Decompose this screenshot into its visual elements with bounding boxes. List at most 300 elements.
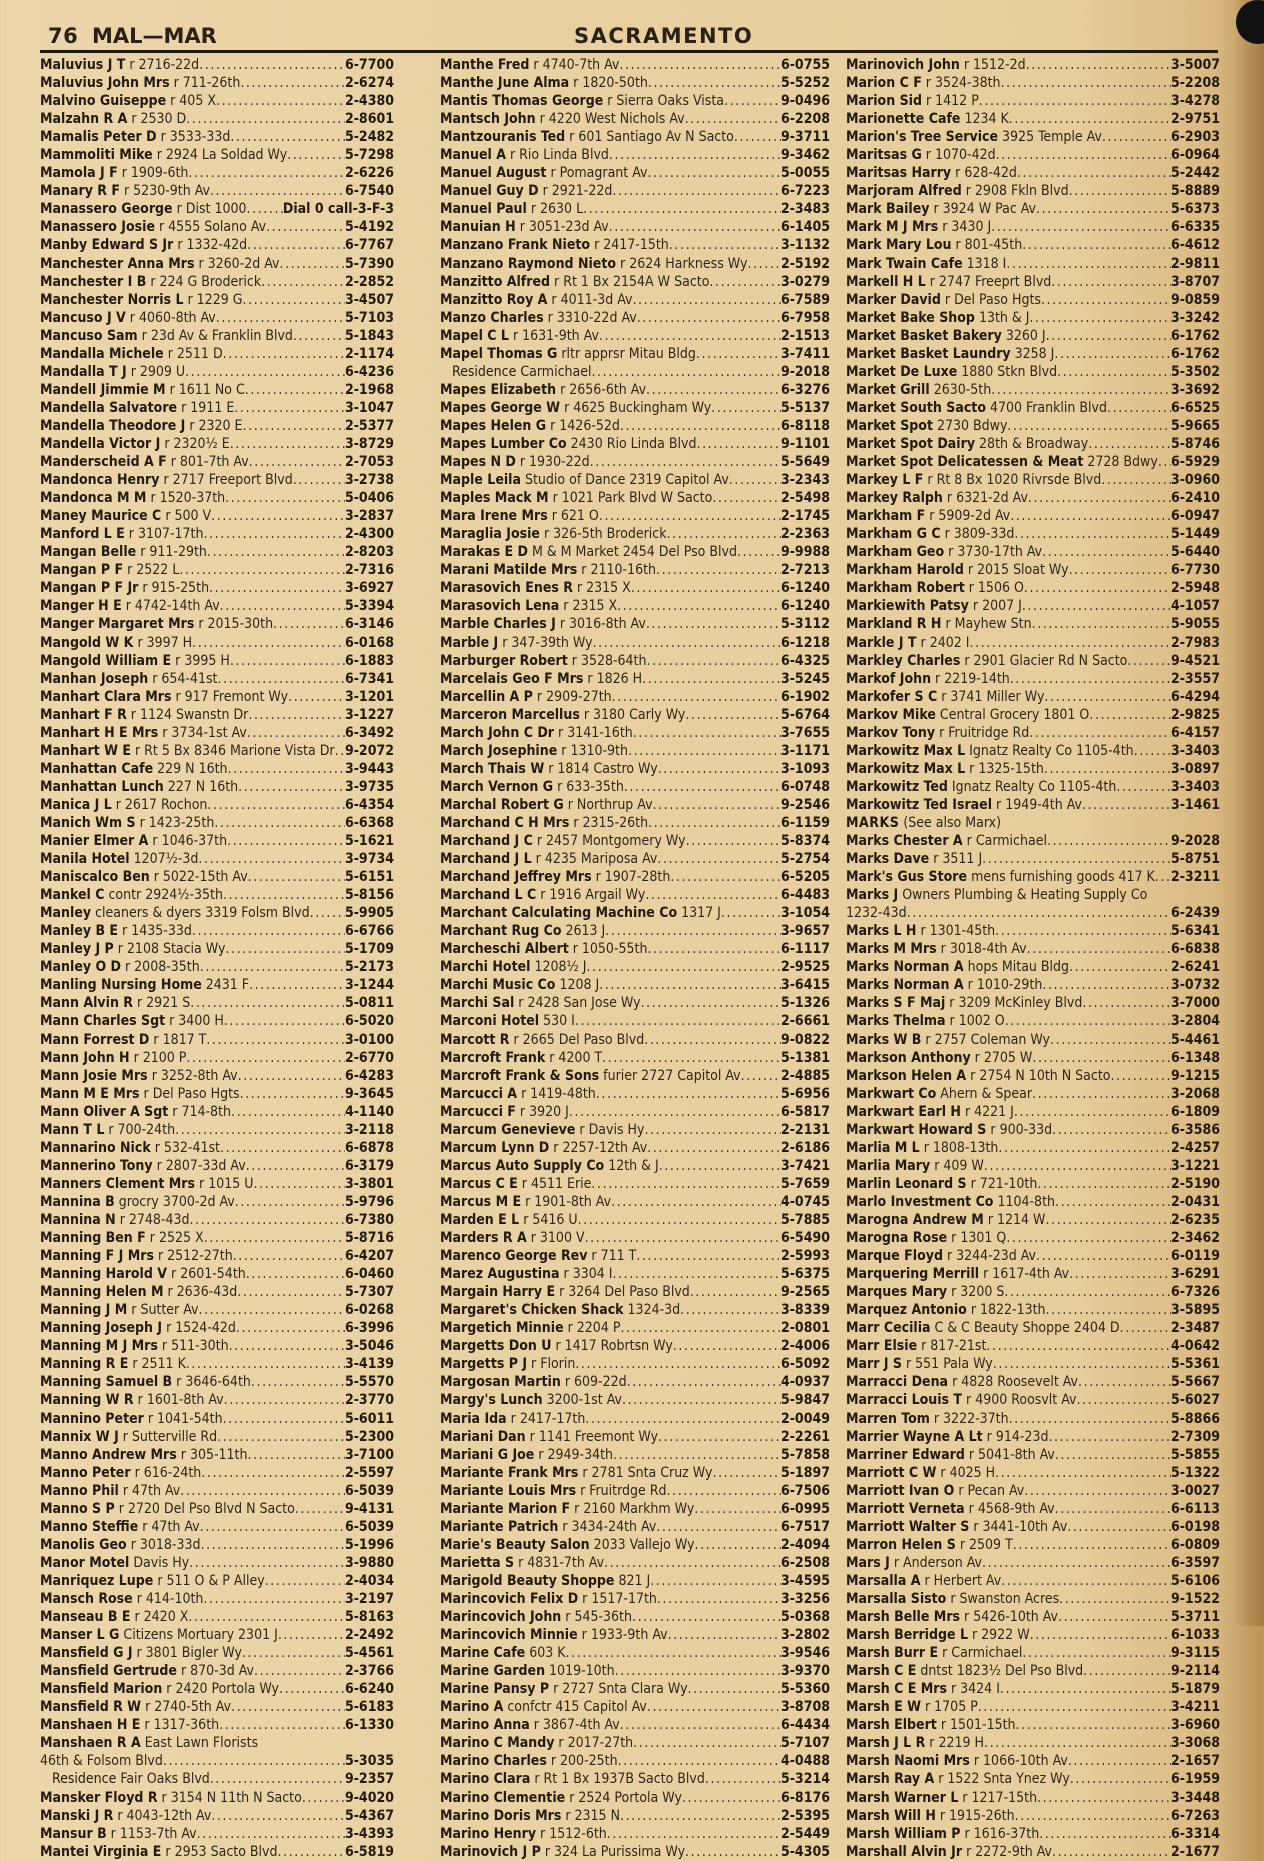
listing-name: Residence	[52, 1771, 117, 1788]
leader-dots	[230, 652, 345, 670]
leader-dots	[188, 164, 345, 182]
listing-name: Margaret's Chicken Shack	[440, 1302, 624, 1319]
listing-entry	[440, 1446, 830, 1464]
listing-name: Margain Harry E	[440, 1284, 556, 1301]
listing-phone: 2-9811	[1170, 255, 1220, 272]
leader-dots	[1029, 724, 1171, 742]
leader-dots	[636, 1247, 781, 1265]
listing-address: r 5416 U	[523, 1212, 578, 1228]
listing-entry	[440, 1121, 830, 1139]
listing-name: Marlin Leonard S	[846, 1175, 967, 1192]
listing-phone: 5-9796	[344, 1193, 394, 1210]
listing-entry	[40, 453, 394, 471]
listing-address: furier 2727 Capitol Av	[603, 1067, 741, 1084]
listing-entry	[40, 1446, 394, 1464]
leader-dots	[1044, 760, 1171, 778]
listing-name: Market De Luxe	[846, 363, 958, 380]
listing-entry	[440, 1085, 830, 1103]
leader-dots	[200, 1518, 345, 1536]
listing-address: r 2922 W	[971, 1627, 1030, 1644]
leader-dots	[1029, 309, 1171, 327]
listing-phone: 3-3692	[1170, 381, 1220, 398]
leader-dots	[1051, 273, 1171, 291]
listing-name: Mannina B	[40, 1193, 115, 1210]
listing-phone: 5-7103	[344, 309, 394, 326]
leader-dots	[620, 1807, 781, 1825]
listing-address: r 1611 No C	[169, 381, 245, 398]
listing-entry	[440, 976, 830, 994]
listing-entry	[40, 435, 394, 453]
listing-name: Marino Doris Mrs	[440, 1807, 562, 1824]
listing-entry	[40, 1391, 394, 1409]
listing-name: Manich Wm S	[40, 814, 136, 831]
listing-phone: 6-4294	[1170, 688, 1220, 705]
listing-address: 2431 F	[205, 977, 250, 994]
listing-name: Marion Sid	[846, 93, 922, 110]
listing-address: 2613 J	[565, 923, 606, 940]
listing-entry	[440, 579, 830, 597]
listing-name: Marriott Ivan O	[846, 1482, 955, 1499]
listing-address: r 4740-7th Av	[533, 57, 620, 73]
listing-address: r 3100 V	[530, 1230, 585, 1247]
listing-phone: 5-8751	[1170, 851, 1220, 868]
listing-phone: 9-3645	[344, 1085, 394, 1102]
listing-address: r 1435-33d	[122, 923, 192, 940]
leader-dots	[1037, 1789, 1171, 1807]
listing-name: Manning J M	[40, 1302, 128, 1319]
listing-phone: 3-4507	[344, 291, 394, 308]
listing-phone: 6-0119	[1170, 1248, 1220, 1265]
listing-address: 1324-3d	[627, 1302, 681, 1319]
listing-name: MARKS	[846, 814, 900, 831]
listing-phone: 2-3557	[1170, 670, 1220, 687]
listing-entry	[40, 327, 394, 345]
listing-entry	[40, 56, 394, 74]
listing-name: Market Spot Dairy	[846, 435, 976, 452]
listing-phone: 3-2118	[344, 1121, 394, 1138]
listing-phone: 2-1677	[1170, 1843, 1220, 1860]
listing-entry	[440, 1355, 830, 1373]
listing-entry	[846, 218, 1220, 236]
listing-name: Mansker Floyd R	[40, 1789, 158, 1806]
listing-entry	[846, 1157, 1220, 1175]
leader-dots	[984, 1157, 1171, 1175]
leader-dots	[179, 561, 345, 579]
listing-entry	[440, 1662, 830, 1680]
listing-entry	[440, 1518, 830, 1536]
listing-entry	[846, 1500, 1220, 1518]
leader-dots	[246, 1265, 345, 1283]
listing-phone: 3-6415	[780, 977, 830, 994]
listing-entry	[440, 1680, 830, 1698]
listing-entry	[440, 778, 830, 796]
listing-phone: 6-0198	[1170, 1518, 1220, 1535]
leader-dots	[566, 1644, 781, 1662]
listing-address: r 2108 Stacia Wy	[117, 941, 226, 958]
listing-name: Mandonca M M	[40, 490, 147, 507]
listing-phone: 2-5192	[780, 255, 830, 272]
listing-address: 4700 Franklin Blvd	[989, 399, 1108, 416]
listing-phone: 2-6770	[344, 1049, 394, 1066]
listing-phone: 6-3586	[1170, 1121, 1220, 1138]
listing-address: r 47th Av	[142, 1518, 200, 1535]
listing-entry	[440, 886, 830, 904]
listing-entry	[440, 236, 830, 254]
listing-name: Markowitz Max L	[846, 760, 966, 777]
leader-dots	[1039, 1825, 1171, 1843]
listing-name: Manuel Paul	[440, 201, 527, 218]
listing-phone: 5-5855	[1170, 1446, 1220, 1463]
listing-name: Margosan Martin	[440, 1374, 561, 1391]
listing-entry	[846, 886, 1220, 904]
listing-entry	[846, 1193, 1220, 1211]
leader-dots	[1028, 489, 1171, 507]
listing-name: Mapes Elizabeth	[440, 381, 557, 398]
listing-address: (See also Marx)	[903, 814, 1001, 831]
listing-entry	[846, 182, 1220, 200]
listing-address: r 1412 P	[925, 93, 979, 110]
listing-name: Manseau B E	[40, 1609, 131, 1626]
listing-address: r 1423-25th	[139, 814, 215, 831]
listing-phone: 2-3462	[1170, 1230, 1220, 1247]
listing-phone: 6-4236	[344, 363, 394, 380]
listing-address: r 200-25th	[550, 1753, 618, 1770]
listing-phone: 5-6027	[1170, 1392, 1220, 1409]
listing-phone: 5-2208	[1170, 75, 1220, 92]
listing-entry	[440, 652, 830, 670]
listing-entry	[40, 652, 394, 670]
listing-address: r 2315 X	[576, 580, 631, 597]
listing-name: Manor Motel	[40, 1554, 130, 1571]
listing-address: r Del Paso Hgts	[143, 1085, 240, 1102]
listing-address: Ignatz Realty Co 1105-4th	[969, 742, 1134, 759]
listing-entry	[440, 1716, 830, 1734]
leader-dots	[978, 1698, 1171, 1716]
listing-entry	[846, 706, 1220, 724]
leader-dots	[605, 922, 781, 940]
leader-dots	[690, 1283, 781, 1301]
listing-address: r 3107-17th	[128, 526, 204, 543]
leader-dots	[611, 1193, 781, 1211]
leader-dots	[609, 218, 781, 236]
listing-entry	[846, 1446, 1220, 1464]
leader-dots	[1036, 1247, 1171, 1265]
listing-name: Mannino Peter	[40, 1410, 144, 1427]
listing-address: r 3244-23d Av	[946, 1248, 1036, 1265]
leader-dots	[1102, 128, 1171, 146]
listing-name: Mannarino Nick	[40, 1139, 151, 1156]
listing-entry	[40, 363, 394, 381]
leader-dots	[1068, 1752, 1171, 1770]
listing-name: Margetts P J	[440, 1356, 528, 1373]
listing-entry	[846, 976, 1220, 994]
leader-dots	[650, 1572, 781, 1590]
listing-name: Marsh C E	[846, 1663, 917, 1680]
listing-name: Marr Cecilia	[846, 1320, 931, 1337]
listing-name: Market Spot	[846, 417, 933, 434]
listing-address: r 1010-29th	[967, 977, 1043, 994]
listing-address: r Rt 1 Bx 1937B Sacto Blvd	[534, 1771, 705, 1788]
leader-dots	[233, 1247, 345, 1265]
listing-address: r 4568-9th Av	[968, 1500, 1055, 1517]
listing-phone: 3-8729	[344, 435, 394, 452]
listing-address: r 2921-22d	[542, 183, 613, 200]
listing-entry	[846, 1229, 1220, 1247]
listing-phone: 3-6960	[1170, 1717, 1220, 1734]
leader-dots	[741, 1067, 781, 1085]
listing-entry	[40, 1500, 394, 1518]
listing-phone: 2-1174	[344, 345, 394, 362]
listing-phone: 6-1218	[780, 634, 830, 651]
listing-name: Mark Mary Lou	[846, 237, 952, 254]
leader-dots	[1037, 1175, 1171, 1193]
listing-entry	[40, 1698, 394, 1716]
listing-phone: 6-0755	[780, 57, 830, 73]
listing-name: Markham G C	[846, 526, 941, 543]
listing-name: Markowitz Ted Israel	[846, 796, 993, 813]
listing-name: March John C Dr	[440, 724, 555, 741]
listing-name: Market Basket Bakery	[846, 327, 1002, 344]
listing-address: r 2525 X	[149, 1230, 204, 1247]
listing-entry	[440, 1319, 830, 1337]
listing-entry	[846, 994, 1220, 1012]
listing-name: Mann Charles Sgt	[40, 1013, 166, 1030]
listing-address: r 911-29th	[140, 544, 207, 561]
leader-dots	[1050, 1031, 1171, 1049]
listing-phone: 5-8716	[344, 1230, 394, 1247]
listing-entry	[846, 399, 1220, 417]
listing-phone: 6-4207	[344, 1248, 394, 1265]
leader-dots	[335, 742, 345, 760]
listing-phone: 2-5377	[344, 417, 394, 434]
leader-dots	[685, 1843, 781, 1861]
listing-address: r 2417-17th	[510, 1410, 586, 1427]
listing-name: Markwart Earl H	[846, 1103, 961, 1120]
listing-name: Manning Ben F	[40, 1230, 146, 1247]
listing-entry	[440, 200, 830, 218]
listing-phone: 3-6291	[1170, 1266, 1220, 1283]
listing-name: Market Bake Shop	[846, 309, 975, 326]
listing-address: r 1325-15th	[969, 760, 1044, 777]
listing-name: Manthe Fred	[440, 57, 530, 73]
listing-name: Manhan Joseph	[40, 670, 149, 687]
listing-name: Maney Maurice C	[40, 508, 162, 525]
listing-address: 2728 Bdwy	[1087, 454, 1158, 471]
leader-dots	[1134, 742, 1171, 760]
listing-name: Markwart Howard S	[846, 1121, 987, 1138]
leader-dots	[180, 1482, 345, 1500]
listing-phone: 6-1159	[780, 814, 830, 831]
leader-dots	[1055, 1446, 1171, 1464]
leader-dots	[186, 110, 345, 128]
listing-entry	[440, 1301, 830, 1319]
listing-address: r 3734-1st Av	[162, 724, 247, 741]
listing-phone: 3-1244	[344, 977, 394, 994]
listing-entry	[846, 1662, 1220, 1680]
listing-phone: 5-2482	[344, 129, 394, 146]
listing-address: r Fruitrdge Rd	[580, 1482, 667, 1499]
listing-address: r 1949-4th Av	[996, 796, 1082, 813]
listing-entry	[846, 417, 1220, 435]
listing-phone: 3-1461	[1170, 796, 1220, 813]
listing-entry	[440, 110, 830, 128]
listing-address: 1104-8th	[997, 1193, 1055, 1210]
listing-entry	[440, 1536, 830, 1554]
listing-address: r 4060-8th Av	[129, 309, 216, 326]
listing-address: r 2015 Sloat Wy	[967, 562, 1069, 579]
leader-dots	[1030, 1626, 1171, 1644]
listing-name: Marks Chester A	[846, 833, 963, 850]
listing-entry	[440, 1807, 830, 1825]
listing-address: r 2511 K	[132, 1356, 186, 1373]
listing-entry	[40, 146, 394, 164]
listing-name: Mandella Victor J	[40, 435, 161, 452]
listing-name: Residence	[452, 363, 517, 380]
leader-dots	[1047, 832, 1171, 850]
listing-phone: 3-2197	[344, 1590, 394, 1607]
leader-dots	[982, 1554, 1171, 1572]
listing-phone: 3-4211	[1170, 1699, 1220, 1716]
listing-address: 3200-1st Av	[546, 1392, 622, 1409]
listing-phone: 5-6011	[344, 1410, 394, 1427]
listing-address: r 601 Santiago Av N Sacto	[569, 129, 734, 146]
listing-name: Mangan P F Jr	[40, 580, 139, 597]
listing-entry	[846, 435, 1220, 453]
leader-dots	[685, 706, 781, 724]
listing-address: 12th & J	[608, 1157, 659, 1174]
listing-entry	[440, 742, 830, 760]
listing-name: Mariante Frank Mrs	[440, 1464, 579, 1481]
listing-entry	[40, 1410, 394, 1428]
leader-dots	[612, 1265, 780, 1283]
leader-dots	[647, 1698, 781, 1716]
listing-address: r 917 Fremont Wy	[175, 688, 289, 705]
listing-phone: 6-2903	[1170, 129, 1220, 146]
listing-address: r 2901 Glacier Rd N Sacto	[964, 652, 1128, 669]
leader-dots	[648, 74, 781, 92]
listing-entry	[440, 1067, 830, 1085]
listing-entry	[846, 1734, 1220, 1752]
listing-name: Mansch Rose	[40, 1590, 133, 1607]
leader-dots	[575, 1355, 781, 1373]
listing-phone: 9-4020	[344, 1789, 394, 1806]
listing-phone: 6-7958	[780, 309, 830, 326]
leader-dots	[1107, 399, 1171, 417]
listing-address: r 3533-33d	[160, 129, 231, 146]
listing-address: r 1419-48th	[521, 1085, 596, 1102]
listing-address: r 1617-4th Av	[983, 1266, 1070, 1283]
leader-dots	[712, 1464, 780, 1482]
leader-dots	[1052, 1843, 1171, 1861]
listing-name: Mann M E Mrs	[40, 1085, 140, 1102]
listing-address: r 5022-15th Av	[153, 869, 248, 886]
leader-dots	[1042, 543, 1171, 561]
leader-dots	[1010, 507, 1171, 525]
listing-entry	[40, 958, 394, 976]
listing-entry	[846, 489, 1220, 507]
leader-dots	[188, 1608, 345, 1626]
listing-address: r 2908 Fkln Blvd	[965, 183, 1069, 200]
listing-name: Marden E L	[440, 1212, 520, 1228]
listing-entry	[846, 1482, 1220, 1500]
listing-address: r 1512-6th	[540, 1825, 607, 1842]
listing-address: r 305-11th	[180, 1446, 248, 1463]
listing-entry	[40, 128, 394, 146]
listing-entry	[846, 1789, 1220, 1807]
listing-name: Mark's Gus Store	[846, 869, 968, 886]
listing-address: r 5230-9th Av	[124, 183, 210, 200]
listing-entry	[40, 1103, 394, 1121]
listing-address: rltr apprsr Mitau Bldg	[561, 345, 696, 362]
listing-address: r 621 O	[551, 508, 599, 525]
listing-phone: 6-1405	[780, 219, 830, 236]
listing-phone: 6-6525	[1170, 399, 1220, 416]
listing-address: r 711-26th	[173, 75, 241, 92]
listing-phone: 2-6235	[1170, 1212, 1220, 1228]
listing-address: r Davis Hy	[579, 1121, 645, 1138]
leader-dots	[984, 1734, 1171, 1752]
listing-name: Manshaen R A	[40, 1735, 141, 1752]
listing-address: r 3730-17th Av	[948, 544, 1043, 561]
listing-address: r 1930-22d	[519, 454, 590, 471]
listing-phone: 3-3403	[1170, 778, 1220, 795]
listing-phone: 6-3492	[344, 724, 394, 741]
listing-entry	[40, 1319, 394, 1337]
listing-name: Mandonca Henry	[40, 472, 160, 489]
leader-dots	[1006, 1229, 1171, 1247]
listing-phone: 3-1227	[344, 706, 394, 723]
listing-entry	[846, 128, 1220, 146]
listing-phone: 5-4461	[1170, 1031, 1220, 1048]
leader-dots	[1078, 1373, 1171, 1391]
leader-dots	[223, 1410, 345, 1428]
listing-entry	[846, 255, 1220, 273]
leader-dots	[249, 453, 345, 471]
listing-name: Mariani Dan	[440, 1428, 526, 1445]
listing-name: Marani Matilde Mrs	[440, 562, 578, 579]
listing-phone: 3-1047	[344, 399, 394, 416]
listing-address: r 2665 Del Paso Blvd	[513, 1031, 645, 1048]
listing-entry	[440, 1049, 830, 1067]
listing-entry	[846, 760, 1220, 778]
listing-phone: 9-9988	[780, 544, 830, 561]
listing-address: 2430 Rio Linda Blvd	[570, 435, 697, 452]
listing-name: Mars J	[846, 1554, 890, 1571]
listing-address: r 4625 Buckingham Wy	[564, 399, 712, 416]
listing-phone: 4-0937	[780, 1374, 830, 1391]
listing-entry	[846, 1680, 1220, 1698]
listing-name: Marks M Mrs	[846, 941, 937, 958]
listing-address: r 2953 Sacto Blvd	[165, 1843, 278, 1860]
listing-entry	[846, 1825, 1220, 1843]
leader-dots	[991, 218, 1171, 236]
leader-dots	[185, 363, 345, 381]
listing-entry	[440, 218, 830, 236]
listing-entry	[40, 1337, 394, 1355]
listing-entry	[40, 309, 394, 327]
listing-entry	[440, 291, 830, 309]
listing-phone: 3-1093	[780, 760, 830, 777]
listing-phone: 3-9546	[780, 1645, 830, 1662]
leader-dots	[1057, 363, 1171, 381]
listing-address: r 4221 J	[964, 1103, 1014, 1120]
listing-phone: 2-2363	[780, 526, 830, 543]
leader-dots	[680, 1301, 781, 1319]
listing-name: Marr Elsie	[846, 1338, 918, 1355]
listing-phone: 3-0732	[1170, 977, 1220, 994]
leader-dots	[637, 309, 781, 327]
listing-name: Marcellin A P	[440, 688, 533, 705]
